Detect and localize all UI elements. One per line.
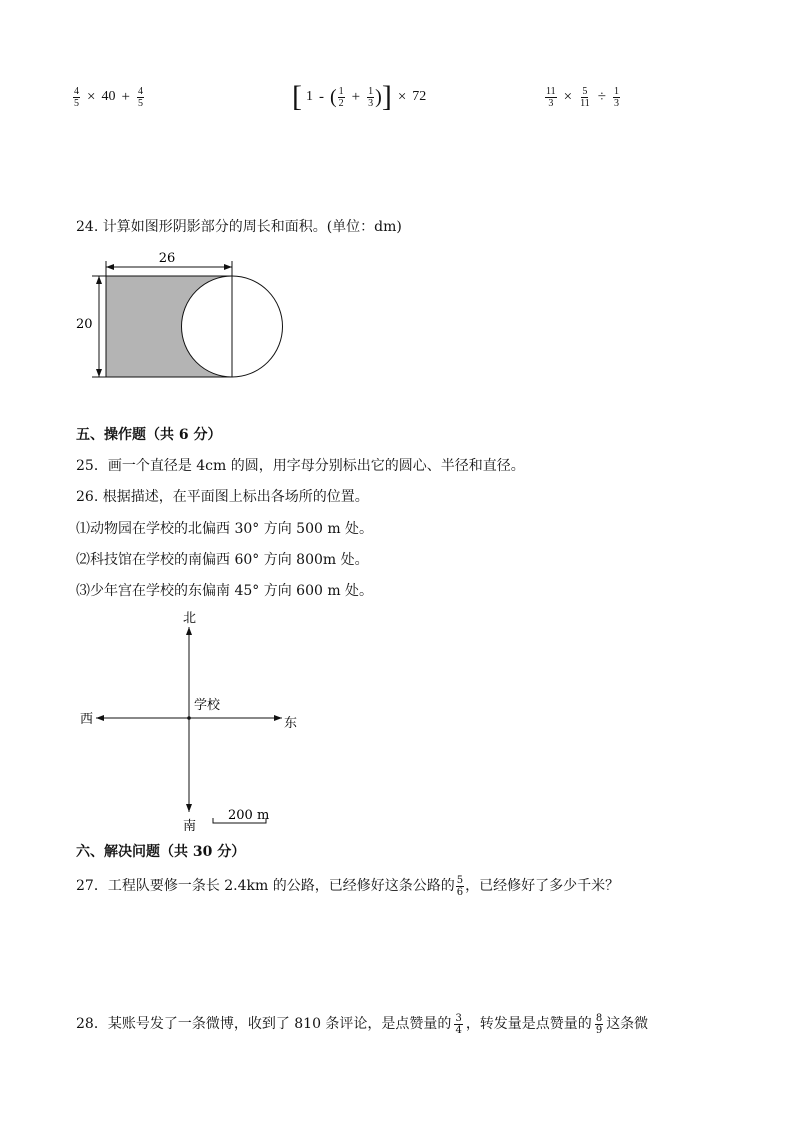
compass-map bbox=[76, 605, 306, 835]
expression-1: $\frac{4}{5}$ × 40 + $\frac{4}{5}$ bbox=[74, 85, 143, 109]
question-24: 24. 计算如图形阴影部分的周长和面积。(单位：dm) bbox=[76, 219, 402, 235]
arrowhead bbox=[224, 264, 232, 270]
height-label: 20 bbox=[76, 317, 93, 332]
west-label: 西 bbox=[80, 712, 94, 727]
south-label: 南 bbox=[183, 819, 197, 834]
fraction: $\frac{1}{3}$ bbox=[368, 85, 374, 109]
shaded-figure bbox=[70, 245, 300, 390]
fraction: $\frac{1}{2}$ bbox=[338, 85, 344, 109]
west-arrowhead bbox=[96, 715, 104, 721]
south-arrowhead bbox=[186, 804, 192, 812]
question-25: 25．画一个直径是 4cm 的圆，用字母分别标出它的圆心、半径和直径。 bbox=[76, 458, 525, 474]
question-26: 26. 根据描述，在平面图上标出各场所的位置。 bbox=[76, 489, 369, 505]
arrowhead bbox=[106, 264, 114, 270]
fraction: $\frac{3}{4}$ bbox=[455, 1012, 462, 1036]
q26-item-2: ⑵科技馆在学校的南偏西 60° 方向 800m 处。 bbox=[76, 552, 369, 568]
east-arrowhead bbox=[274, 715, 282, 721]
expression-2: [ 1 - ( $\frac{1}{2}$ + $\frac{1}{3}$ ) ] × 72 bbox=[292, 80, 427, 113]
north-label: 北 bbox=[183, 611, 197, 626]
fraction: $\frac{8}{9}$ bbox=[595, 1012, 603, 1036]
fraction: $\frac{1}{3}$ bbox=[613, 85, 619, 109]
north-arrowhead bbox=[186, 627, 192, 635]
expression-3: $\frac{11}{3}$ × $\frac{5}{11}$ ÷ $\frac{1}{3}$ bbox=[546, 85, 619, 109]
arrowhead bbox=[96, 276, 102, 284]
fraction: $\frac{11}{3}$ bbox=[546, 85, 556, 109]
question-28: 28．某账号发了一条微博，收到了 810 条评论，是点赞量的 $\frac{3}{4}$ ，转发量是点赞量的 $\frac{8}{9}$ 这条微 bbox=[76, 1012, 649, 1036]
scale-label: 200 m bbox=[228, 808, 270, 823]
fraction: $\frac{5}{11}$ bbox=[580, 85, 590, 109]
east-label: 东 bbox=[284, 716, 298, 731]
fraction: $\frac{4}{5}$ bbox=[137, 85, 143, 109]
section-5-heading: 五、操作题（共 6 分） bbox=[76, 427, 222, 443]
q26-item-1: ⑴动物园在学校的北偏西 30° 方向 500 m 处。 bbox=[76, 521, 374, 537]
question-27: 27．工程队要修一条长 2.4km 的公路，已经修好这条公路的 $\frac{5}{6}$ ，已经修好了多少千米？ bbox=[76, 874, 620, 898]
q26-item-3: ⑶少年宫在学校的东偏南 45° 方向 600 m 处。 bbox=[76, 583, 374, 599]
section-6-heading: 六、解决问题（共 30 分） bbox=[76, 844, 246, 860]
fraction: $\frac{5}{6}$ bbox=[456, 874, 464, 898]
school-point bbox=[187, 716, 191, 720]
width-label: 26 bbox=[158, 251, 176, 266]
school-label: 学校 bbox=[194, 698, 221, 713]
fraction: $\frac{4}{5}$ bbox=[74, 85, 79, 109]
arrowhead bbox=[96, 369, 102, 377]
